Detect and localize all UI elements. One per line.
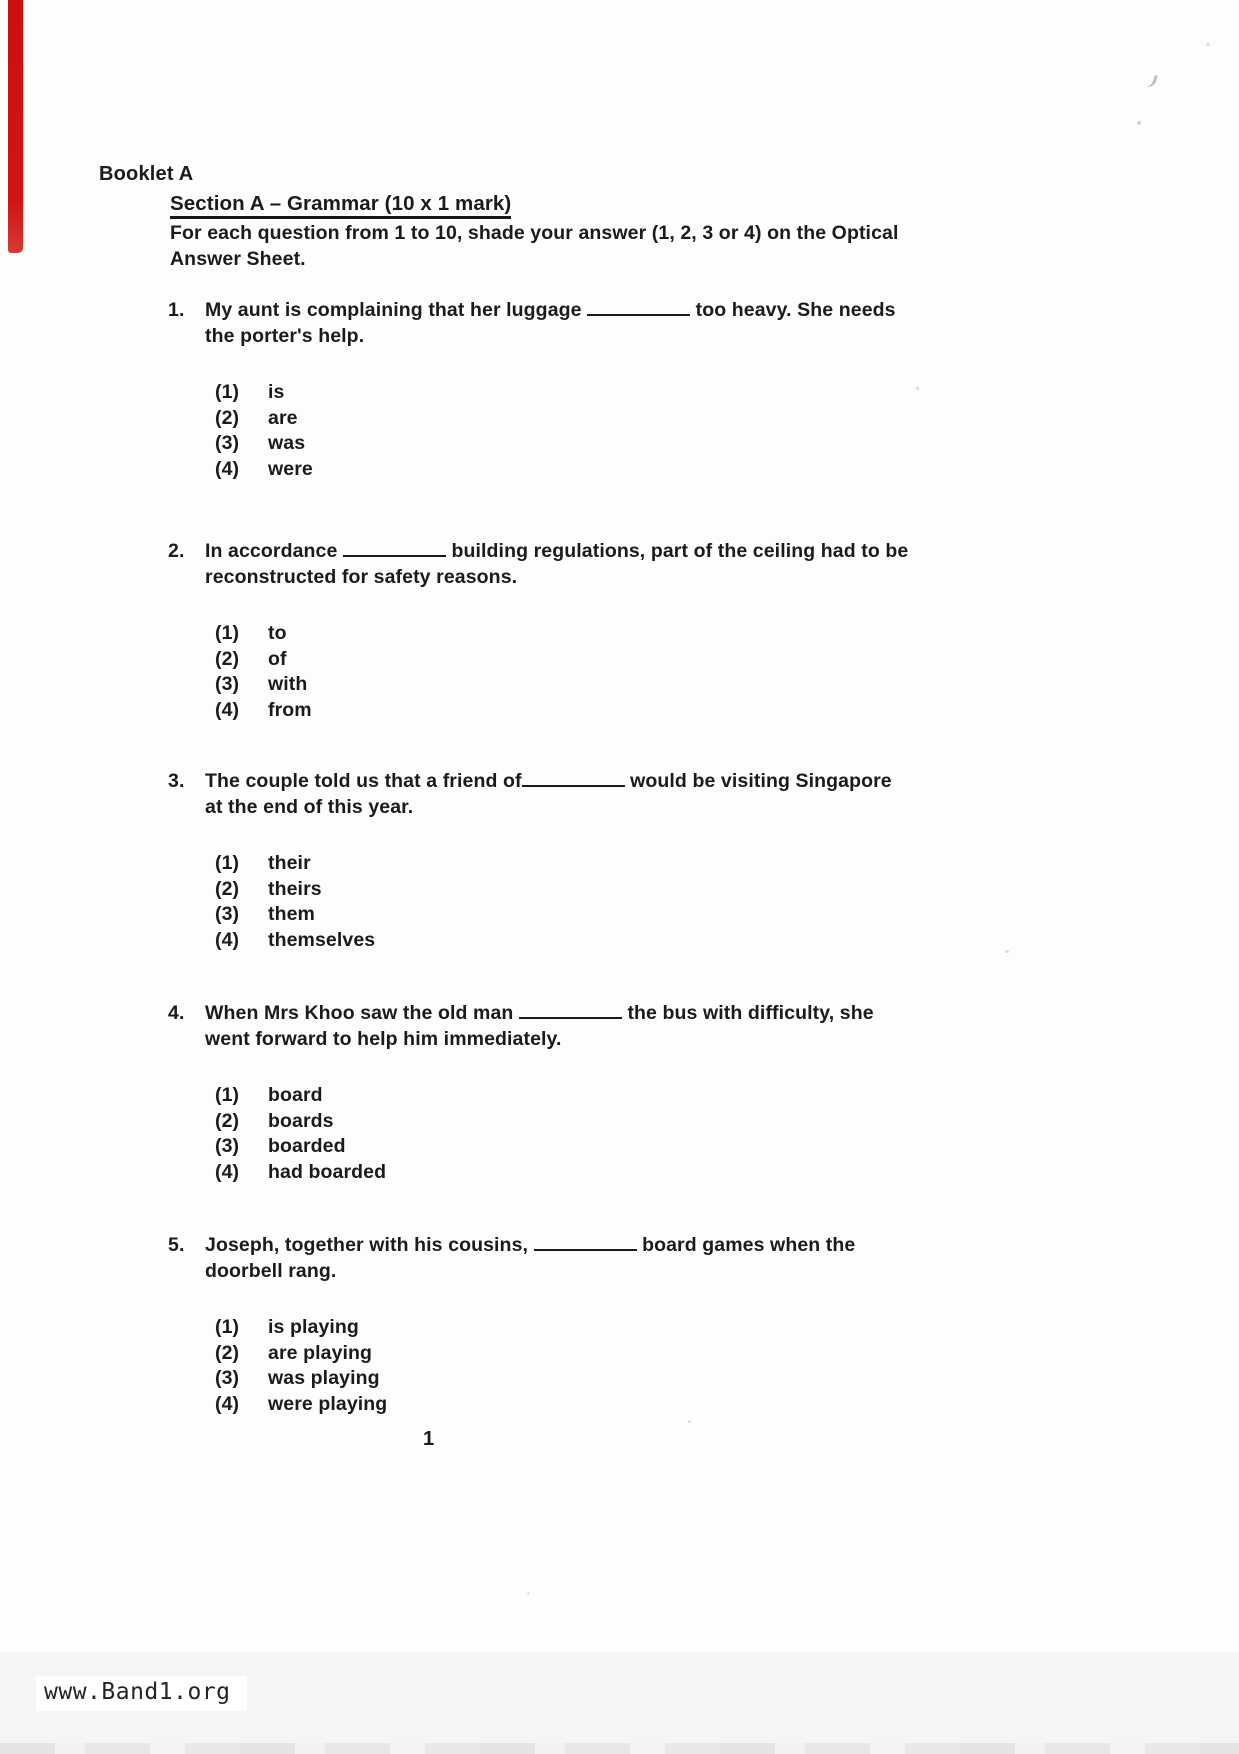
option-number: (2)	[215, 647, 240, 670]
option-row	[215, 1160, 928, 1186]
options-list	[215, 1315, 928, 1417]
stem-line2: doorbell rang.	[205, 1260, 337, 1282]
stem-before-blank: Joseph, together with his cousins,	[205, 1234, 534, 1256]
footer-shade-region	[0, 1652, 1239, 1754]
stem-after-blank: would be visiting Singapore	[624, 770, 892, 792]
scan-speck	[1144, 73, 1158, 89]
option-number: (2)	[215, 1341, 240, 1364]
stem-after-blank: the bus with difficulty, she	[621, 1002, 874, 1024]
stem-before-blank: When Mrs Khoo saw the old man	[205, 1002, 519, 1024]
option-row	[215, 1366, 928, 1392]
option-row	[215, 1392, 928, 1418]
option-text: their	[268, 852, 311, 874]
option-number: (4)	[215, 1160, 240, 1183]
question-stem	[205, 297, 896, 349]
answer-blank	[519, 1004, 622, 1019]
option-row	[215, 877, 928, 903]
question-stem-row	[168, 1000, 928, 1052]
red-edge-artifact	[8, 0, 23, 253]
option-number: (3)	[215, 432, 240, 454]
option-text: are playing	[268, 1341, 373, 1364]
scan-speck	[527, 1592, 530, 1595]
option-row	[215, 406, 928, 432]
answer-blank	[587, 301, 690, 316]
option-row	[215, 1315, 928, 1341]
option-text: are	[268, 406, 298, 429]
option-number: (1)	[215, 1316, 240, 1338]
options-list	[215, 380, 928, 482]
question-block	[168, 538, 928, 723]
instructions-line1: For each question from 1 to 10, shade your answer (1, 2, 3 or 4) on the Optical	[170, 222, 899, 244]
question-stem	[205, 768, 892, 820]
option-number: (3)	[215, 903, 240, 925]
option-row	[215, 1341, 928, 1367]
question-stem-row	[168, 297, 928, 349]
option-text: to	[268, 622, 287, 644]
stem-before-blank: The couple told us that a friend of	[205, 770, 522, 792]
stem-line1	[205, 538, 908, 564]
option-row	[215, 647, 928, 673]
section-heading	[170, 192, 511, 216]
scan-speck	[1005, 950, 1009, 953]
option-text: is playing	[268, 1316, 359, 1338]
question-stem	[205, 1232, 855, 1284]
option-number: (1)	[215, 381, 240, 403]
option-number: (3)	[215, 1367, 240, 1389]
stem-line2: reconstructed for safety reasons.	[205, 566, 518, 588]
option-text: were	[268, 457, 313, 480]
option-text: had boarded	[268, 1160, 387, 1183]
option-number: (3)	[215, 1135, 240, 1157]
question-number: 1.	[168, 299, 185, 321]
option-text: was	[268, 432, 306, 454]
question-number: 5.	[168, 1234, 185, 1256]
option-text: board	[268, 1084, 323, 1106]
option-text: of	[268, 647, 287, 670]
option-row	[215, 902, 928, 928]
option-number: (1)	[215, 1084, 240, 1106]
answer-blank	[522, 772, 625, 787]
option-number: (4)	[215, 457, 240, 480]
stem-before-blank: My aunt is complaining that her luggage	[205, 299, 588, 321]
option-row	[215, 698, 928, 724]
option-number: (1)	[215, 622, 240, 644]
option-row	[215, 851, 928, 877]
option-text: boards	[268, 1109, 334, 1132]
question-number: 3.	[168, 770, 185, 792]
question-stem-row	[168, 768, 928, 820]
option-number: (2)	[215, 877, 240, 900]
question-stem	[205, 1000, 874, 1052]
options-list	[215, 1083, 928, 1185]
option-text: them	[268, 903, 315, 925]
booklet-title: Booklet A	[99, 163, 194, 185]
scan-speck	[1206, 43, 1210, 46]
scan-speck	[916, 387, 919, 390]
scan-speck	[688, 1420, 691, 1423]
option-row	[215, 621, 928, 647]
question-stem-row	[168, 1232, 928, 1284]
question-block	[168, 1000, 928, 1185]
option-row	[215, 431, 928, 457]
stem-line2: went forward to help him immediately.	[205, 1028, 562, 1050]
option-row	[215, 1109, 928, 1135]
option-text: boarded	[268, 1135, 346, 1157]
stem-line1	[205, 1232, 855, 1258]
question-block	[168, 768, 928, 953]
option-number: (4)	[215, 1392, 240, 1415]
question-number: 2.	[168, 540, 185, 562]
option-number: (2)	[215, 406, 240, 429]
scan-bottom-edge-artifact	[0, 1743, 1239, 1754]
answer-blank	[534, 1236, 637, 1251]
option-number: (4)	[215, 928, 240, 951]
option-number: (3)	[215, 673, 240, 695]
option-number: (4)	[215, 698, 240, 721]
stem-before-blank: In accordance	[205, 540, 343, 562]
options-list	[215, 621, 928, 723]
question-block	[168, 297, 928, 482]
stem-after-blank: building regulations, part of the ceiling had to be	[445, 540, 909, 562]
option-text: was playing	[268, 1367, 380, 1389]
option-number: (1)	[215, 852, 240, 874]
section-heading-text: Section A – Grammar (10 x 1 mark)	[170, 192, 511, 219]
option-row	[215, 1083, 928, 1109]
option-number: (2)	[215, 1109, 240, 1132]
option-text: with	[268, 673, 308, 695]
question-block	[168, 1232, 928, 1417]
scan-speck	[1137, 121, 1141, 125]
option-row	[215, 457, 928, 483]
question-stem	[205, 538, 908, 590]
watermark-url: www.Band1.org	[36, 1676, 247, 1711]
option-row	[215, 380, 928, 406]
page-number: 1	[423, 1428, 435, 1450]
stem-line2: the porter's help.	[205, 325, 365, 347]
question-number: 4.	[168, 1002, 185, 1024]
stem-after-blank: board games when the	[636, 1234, 856, 1256]
option-text: themselves	[268, 928, 376, 951]
option-row	[215, 928, 928, 954]
option-text: theirs	[268, 877, 322, 900]
instructions-line2: Answer Sheet.	[170, 248, 306, 270]
option-text: is	[268, 381, 285, 403]
option-text: from	[268, 698, 312, 721]
question-stem-row	[168, 538, 928, 590]
option-row	[215, 1134, 928, 1160]
option-text: were playing	[268, 1392, 388, 1415]
answer-blank	[343, 542, 446, 557]
stem-after-blank: too heavy. She needs	[690, 299, 896, 321]
stem-line2: at the end of this year.	[205, 796, 414, 818]
stem-line1	[205, 1000, 874, 1026]
options-list	[215, 851, 928, 953]
stem-line1	[205, 768, 892, 794]
option-row	[215, 672, 928, 698]
stem-line1	[205, 297, 896, 323]
